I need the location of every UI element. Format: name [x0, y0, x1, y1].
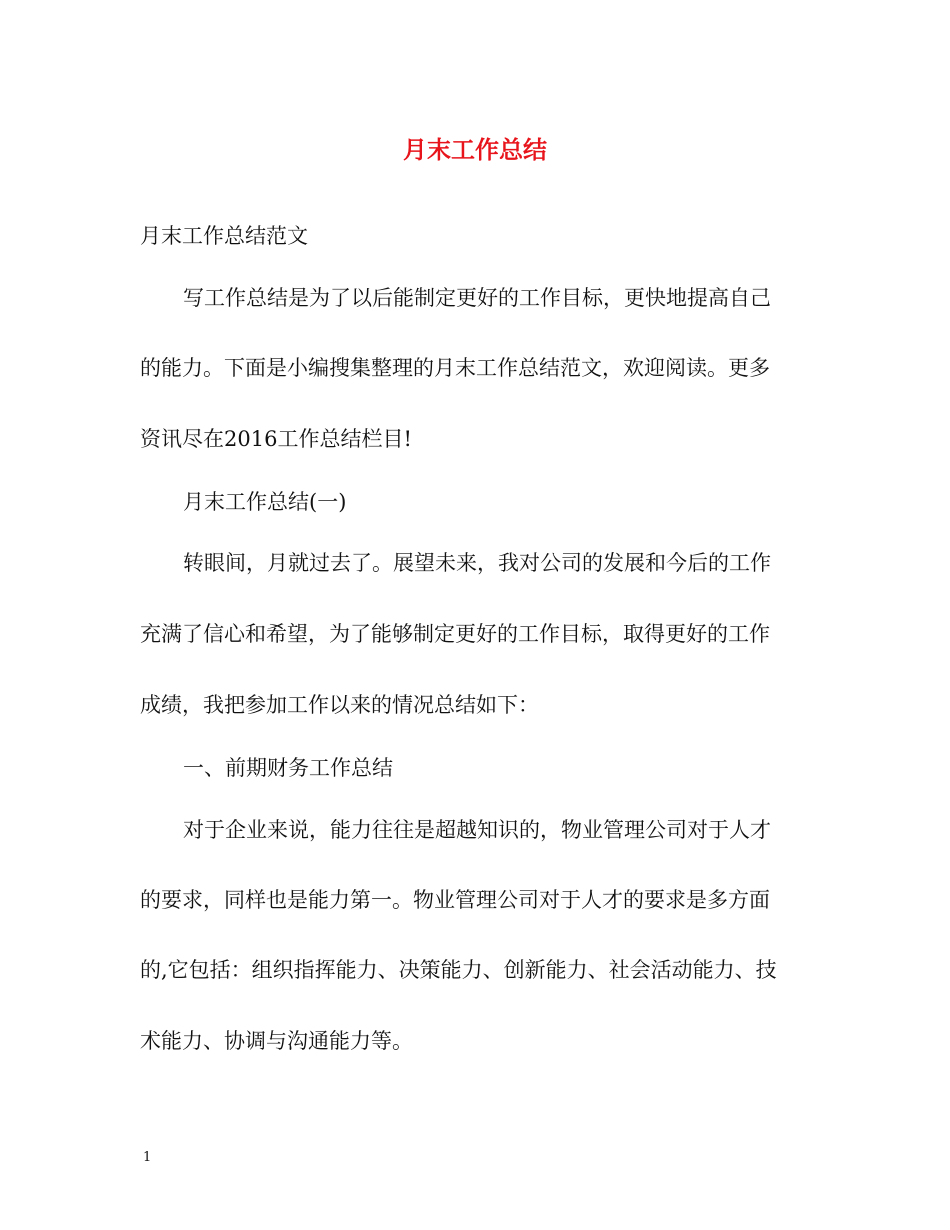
body-line: 的能力。下面是小编搜集整理的月末工作总结范文，欢迎阅读。更多	[140, 356, 770, 380]
section-heading: 月末工作总结(一)	[183, 490, 347, 514]
body-line: 的,它包括：组织指挥能力、决策能力、创新能力、社会活动能力、技	[140, 958, 777, 982]
body-line: 成绩，我把参加工作以来的情况总结如下：	[140, 693, 539, 717]
subtitle-line: 月末工作总结范文	[140, 224, 308, 248]
body-line: 的要求，同样也是能力第一。物业管理公司对于人才的要求是多方面	[140, 888, 770, 912]
body-line: 术能力、协调与沟通能力等。	[140, 1029, 413, 1053]
body-line: 资讯尽在2016工作总结栏目!	[140, 427, 412, 451]
body-line: 对于企业来说，能力往往是超越知识的，物业管理公司对于人才	[183, 818, 771, 842]
body-line: 写工作总结是为了以后能制定更好的工作目标，更快地提高自己	[183, 286, 771, 310]
body-line: 转眼间，月就过去了。展望未来，我对公司的发展和今后的工作	[183, 551, 771, 575]
body-line: 充满了信心和希望，为了能够制定更好的工作目标，取得更好的工作	[140, 622, 770, 646]
section-heading: 一、前期财务工作总结	[183, 756, 393, 780]
page-number: 1	[143, 1150, 152, 1165]
document-title: 月末工作总结	[403, 135, 547, 164]
